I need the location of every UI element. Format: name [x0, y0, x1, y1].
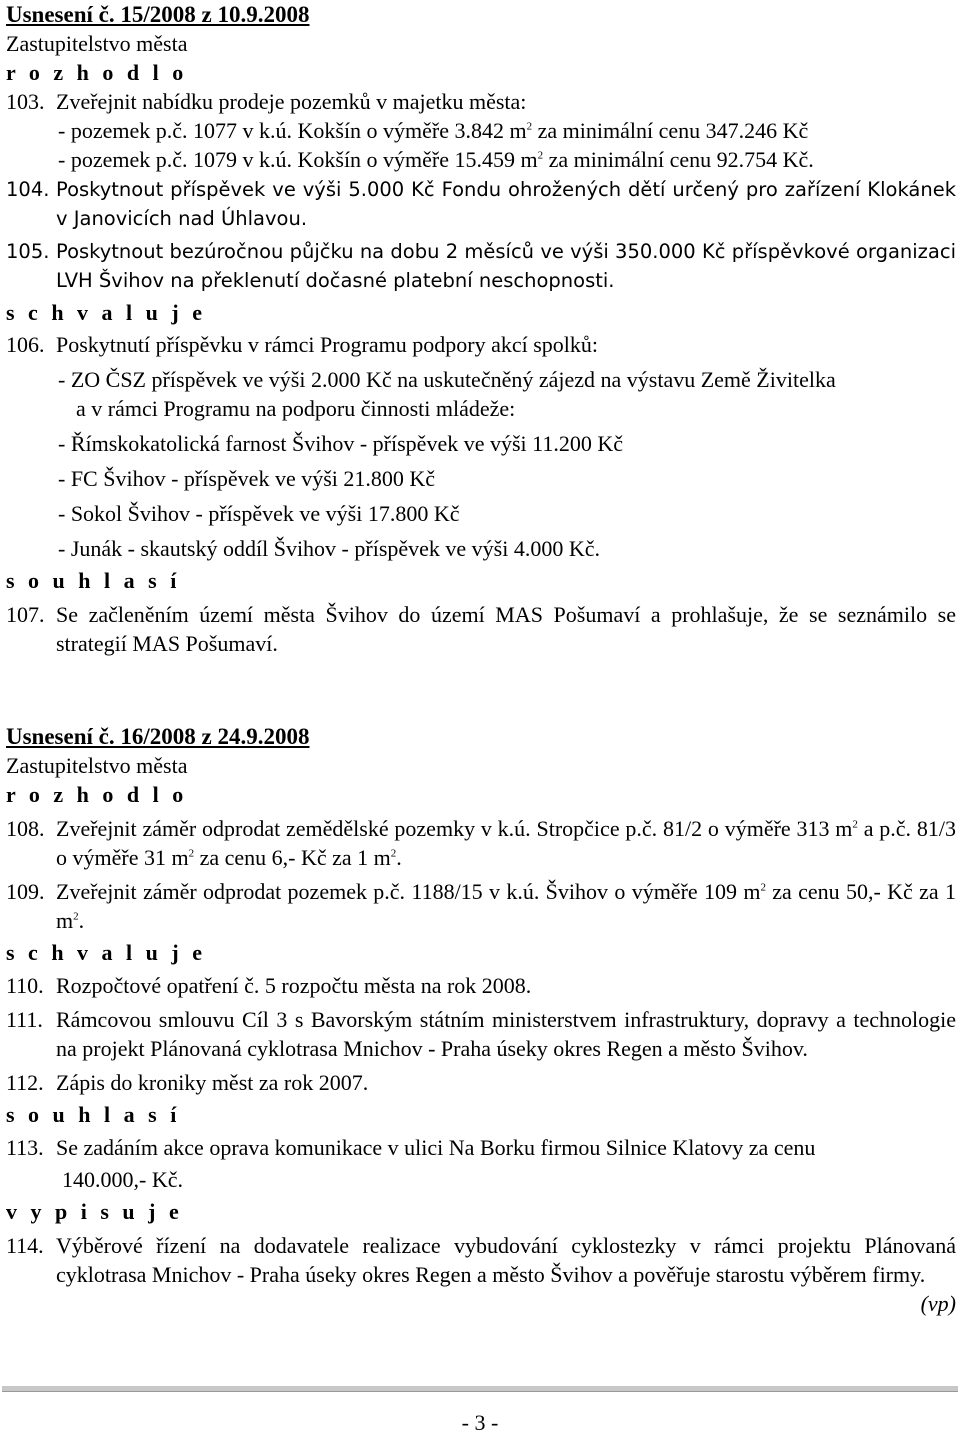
item-number: 114. [6, 1233, 44, 1258]
grant-line-youth-program: a v rámci Programu na podporu činnosti mládeže: [76, 396, 516, 421]
item-104 [6, 175, 956, 233]
resolution-15 [6, 0, 956, 658]
verb-announces: v y p i s u j e [6, 1199, 183, 1224]
grant-line-zo-csz: - ZO ČSZ příspěvek ve výši 2.000 Kč na uskutečněný zájezd na výstavu Země Živitelka [58, 367, 836, 392]
item-text: Poskytnutí příspěvku v rámci Programu podpory akcí spolků: [56, 332, 598, 357]
item-105 [6, 237, 956, 295]
item-number: 104. [6, 178, 50, 201]
item-text: Rámcovou smlouvu Cíl 3 s Bavorským státním ministerstvem infrastruktury, dopravy a technologie na projekt Plánovaná cyklotrasa Mnichov - Praha úseky okres Regen a město Švihov. [56, 1007, 956, 1061]
item-number: 106. [6, 332, 45, 357]
verb-decided: r o z h o d l o [6, 60, 188, 85]
item-111 [6, 1005, 956, 1063]
item-109 [6, 877, 956, 935]
footer-divider [2, 1386, 958, 1392]
resolution-heading: Usnesení č. 16/2008 z 24.9.2008 [6, 724, 310, 749]
item-text: Výběrové řízení na dodavatele realizace vybudování cyklostezky v rámci projektu Plánovaná cyklotrasa Mnichov - Praha úseky okres Regen a město Švihov a pověřuje starostu výběrem firmy. (vp) [56, 1233, 956, 1316]
council-label: Zastupitelstvo města [6, 753, 188, 778]
item-text: Se zadáním akce oprava komunikace v ulici Na Borku firmou Silnice Klatovy za cenu [56, 1135, 816, 1160]
item-text: Se začleněním území města Švihov do území MAS Pošumaví a prohlašuje, že se seznámilo se strategií MAS Pošumaví. [56, 602, 956, 656]
verb-decided: r o z h o d l o [6, 782, 188, 807]
item-114 [6, 1231, 956, 1318]
item-110 [6, 971, 956, 1000]
item-112 [6, 1068, 956, 1097]
verb-approves: s c h v a l u j e [6, 300, 206, 325]
item-number: 111. [6, 1007, 43, 1032]
grant-line-junak: - Junák - skautský oddíl Švihov - příspěvek ve výši 4.000 Kč. [58, 536, 600, 561]
item-113 [6, 1133, 956, 1162]
page-number: - 3 - [461, 1410, 499, 1435]
item-text: Zápis do kroniky měst za rok 2007. [56, 1070, 369, 1095]
item-number: 107. [6, 602, 45, 627]
verb-agrees: s o u h l a s í [6, 568, 181, 593]
item-107 [6, 600, 956, 658]
item-number: 113. [6, 1135, 44, 1160]
item-number: 105. [6, 240, 50, 263]
item-text: Poskytnout příspěvek ve výši 5.000 Kč Fondu ohrožených dětí určený pro zařízení Klokánek v Janovicích nad Úhlavou. [56, 178, 956, 230]
grant-line-parish: - Římskokatolická farnost Švihov - příspěvek ve výši 11.200 Kč [58, 431, 623, 456]
grant-line-sokol: - Sokol Švihov - příspěvek ve výši 17.800 Kč [58, 501, 460, 526]
verb-agrees: s o u h l a s í [6, 1102, 181, 1127]
land-line-1077: - pozemek p.č. 1077 v k.ú. Kokšín o výměře 3.842 $m^2$ za minimální cenu 347.246 Kč [58, 118, 809, 143]
item-113-amount: 140.000,- Kč. [62, 1167, 183, 1192]
author-initials: (vp) [920, 1291, 956, 1316]
item-text: Rozpočtové opatření č. 5 rozpočtu města na rok 2008. [56, 973, 532, 998]
item-number: 110. [6, 973, 44, 998]
item-text: Poskytnout bezúročnou půjčku na dobu 2 měsíců ve výši 350.000 Kč příspěvkové organizaci LVH Švihov na překlenutí dočasné platební neschopnosti. [56, 240, 956, 292]
resolution-heading: Usnesení č. 15/2008 z 10.9.2008 [6, 2, 310, 27]
item-number: 109. [6, 879, 45, 904]
item-text: Zveřejnit nabídku prodeje pozemků v majetku města: [56, 89, 527, 114]
item-number: 103. [6, 89, 45, 114]
item-text: Zveřejnit záměr odprodat zemědělské pozemky v k.ú. Stropčice p.č. 81/2 o výměře 313 $m^2$ a p.č. 81/3 o výměře 31 $m^2$ za cenu 6,- Kč za 1 $m^2$. [56, 816, 956, 870]
item-text: Zveřejnit záměr odprodat pozemek p.č. 1188/15 v k.ú. Švihov o výměře 109 $m^2$ za cenu 50,- Kč za 1 $m^2$. [56, 879, 956, 933]
item-103 [6, 87, 956, 116]
grant-line-fc: - FC Švihov - příspěvek ve výši 21.800 Kč [58, 466, 436, 491]
resolution-16 [6, 722, 956, 1318]
item-number: 112. [6, 1070, 44, 1095]
item-106 [6, 330, 956, 359]
verb-approves: s c h v a l u j e [6, 940, 206, 965]
item-108 [6, 814, 956, 872]
item-number: 108. [6, 816, 45, 841]
council-label: Zastupitelstvo města [6, 31, 188, 56]
land-line-1079: - pozemek p.č. 1079 v k.ú. Kokšín o výměře 15.459 $m^2$ za minimální cenu 92.754 Kč. [58, 147, 814, 172]
